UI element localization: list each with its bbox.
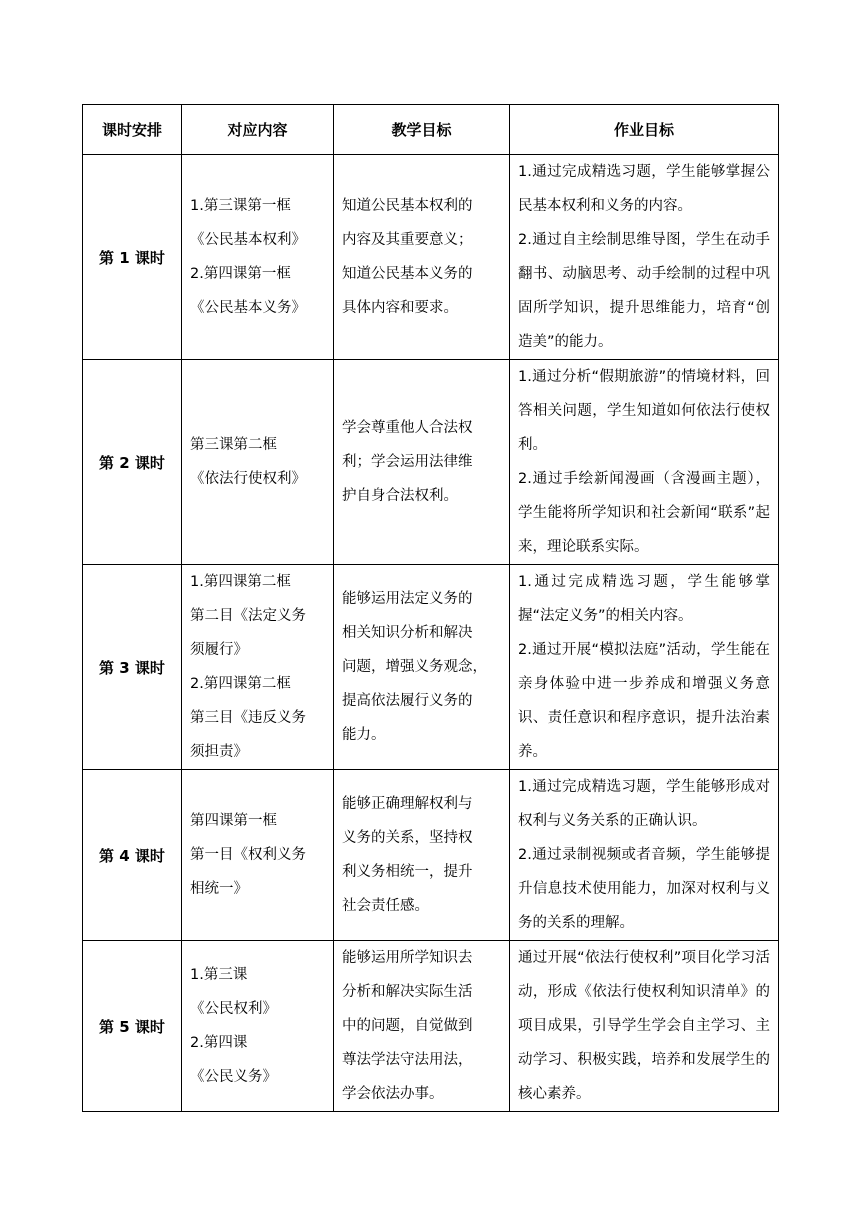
content-line: 《公民权利》	[190, 1001, 277, 1017]
goal-line: 学会尊重他人合法权	[342, 420, 473, 436]
goal-line: 义务的关系，坚持权	[342, 830, 473, 846]
goal-line: 利；学会运用法律维	[342, 454, 473, 470]
homework-paragraph: 2.通过手绘新闻漫画（含漫画主题），学生能将所学知识和社会新闻“联系”起来，理论联系实际。	[518, 471, 770, 555]
content-line: 1.第四课第二框	[190, 574, 291, 590]
goal-line: 能够运用法定义务的	[342, 591, 473, 607]
teaching-goal-cell	[334, 565, 510, 770]
goal-line: 知道公民基本义务的	[342, 266, 473, 282]
table-row	[83, 155, 779, 360]
header-teaching-goal: 教学目标	[334, 105, 510, 155]
homework-paragraph: 2.通过录制视频或者音频，学生能够提升信息技术使用能力，加深对权利与义务的关系的理解。	[518, 847, 770, 931]
lesson-plan-table	[82, 104, 779, 1112]
homework-goal-cell	[510, 941, 779, 1112]
period-cell: 第 2 课时	[83, 360, 182, 565]
period-cell: 第 4 课时	[83, 770, 182, 941]
homework-paragraph: 2.通过开展“模拟法庭”活动，学生能在亲身体验中进一步养成和增强义务意识、责任意识和程序意识，提升法治素养。	[518, 642, 770, 760]
content-line: 须履行》	[190, 642, 248, 658]
header-homework-goal: 作业目标	[510, 105, 779, 155]
header-period: 课时安排	[83, 105, 182, 155]
teaching-goal-cell	[334, 155, 510, 360]
content-line: 第四课第一框	[190, 813, 277, 829]
table-row	[83, 941, 779, 1112]
goal-line: 内容及其重要意义；	[342, 232, 473, 248]
goal-line: 社会责任感。	[342, 898, 429, 914]
table-row	[83, 360, 779, 565]
teaching-goal-cell	[334, 360, 510, 565]
homework-paragraph: 2.通过自主绘制思维导图，学生在动手翻书、动脑思考、动手绘制的过程中巩固所学知识，提升思维能力，培育“创造美”的能力。	[518, 232, 770, 350]
table-row	[83, 770, 779, 941]
homework-paragraph: 1.通过完成精选习题，学生能够形成对权利与义务关系的正确认识。	[518, 779, 770, 829]
homework-goal-cell	[510, 565, 779, 770]
content-line: 《公民义务》	[190, 1069, 277, 1085]
goal-line: 能够运用所学知识去	[342, 950, 473, 966]
header-content: 对应内容	[182, 105, 334, 155]
content-cell	[182, 770, 334, 941]
content-line: 须担责》	[190, 744, 248, 760]
goal-line: 能够正确理解权利与	[342, 796, 473, 812]
content-line: 《公民基本权利》	[190, 232, 306, 248]
homework-paragraph: 1.通过完成精选习题，学生能够掌握公民基本权利和义务的内容。	[518, 164, 770, 214]
goal-line: 知道公民基本权利的	[342, 198, 473, 214]
goal-line: 学会依法办事。	[342, 1086, 444, 1102]
content-cell	[182, 360, 334, 565]
period-cell: 第 3 课时	[83, 565, 182, 770]
content-line: 1.第三课第一框	[190, 198, 291, 214]
content-cell	[182, 565, 334, 770]
content-line: 2.第四课第二框	[190, 676, 291, 692]
content-line: 相统一》	[190, 881, 248, 897]
goal-line: 提高依法履行义务的	[342, 693, 473, 709]
period-cell: 第 1 课时	[83, 155, 182, 360]
content-line: 《依法行使权利》	[190, 471, 306, 487]
homework-paragraph: 通过开展“依法行使权利”项目化学习活动，形成《依法行使权利知识清单》的项目成果，引导学生学会自主学习、主动学习、积极实践，培养和发展学生的核心素养。	[518, 950, 770, 1102]
content-line: 2.第四课第一框	[190, 266, 291, 282]
content-cell	[182, 941, 334, 1112]
goal-line: 具体内容和要求。	[342, 300, 458, 316]
teaching-goal-cell	[334, 941, 510, 1112]
content-line: 第三目《违反义务	[190, 710, 306, 726]
homework-goal-cell	[510, 360, 779, 565]
goal-line: 利义务相统一，提升	[342, 864, 473, 880]
goal-line: 护自身合法权利。	[342, 488, 458, 504]
content-line: 2.第四课	[190, 1035, 248, 1051]
content-line: 第二目《法定义务	[190, 608, 306, 624]
content-line: 《公民基本义务》	[190, 300, 306, 316]
header-row	[83, 105, 779, 155]
content-line: 第三课第二框	[190, 437, 277, 453]
table-row	[83, 565, 779, 770]
goal-line: 尊法学法守法用法，	[342, 1052, 473, 1068]
content-cell	[182, 155, 334, 360]
period-cell: 第 5 课时	[83, 941, 182, 1112]
goal-line: 分析和解决实际生活	[342, 984, 473, 1000]
goal-line: 能力。	[342, 727, 386, 743]
teaching-goal-cell	[334, 770, 510, 941]
goal-line: 问题，增强义务观念，	[342, 659, 487, 675]
homework-goal-cell	[510, 770, 779, 941]
homework-paragraph: 1.通过分析“假期旅游”的情境材料，回答相关问题，学生知道如何依法行使权利。	[518, 369, 770, 453]
content-line: 1.第三课	[190, 967, 248, 983]
homework-paragraph: 1.通过完成精选习题，学生能够掌握“法定义务”的相关内容。	[518, 574, 770, 624]
goal-line: 中的问题，自觉做到	[342, 1018, 473, 1034]
content-line: 第一目《权利义务	[190, 847, 306, 863]
goal-line: 相关知识分析和解决	[342, 625, 473, 641]
homework-goal-cell	[510, 155, 779, 360]
